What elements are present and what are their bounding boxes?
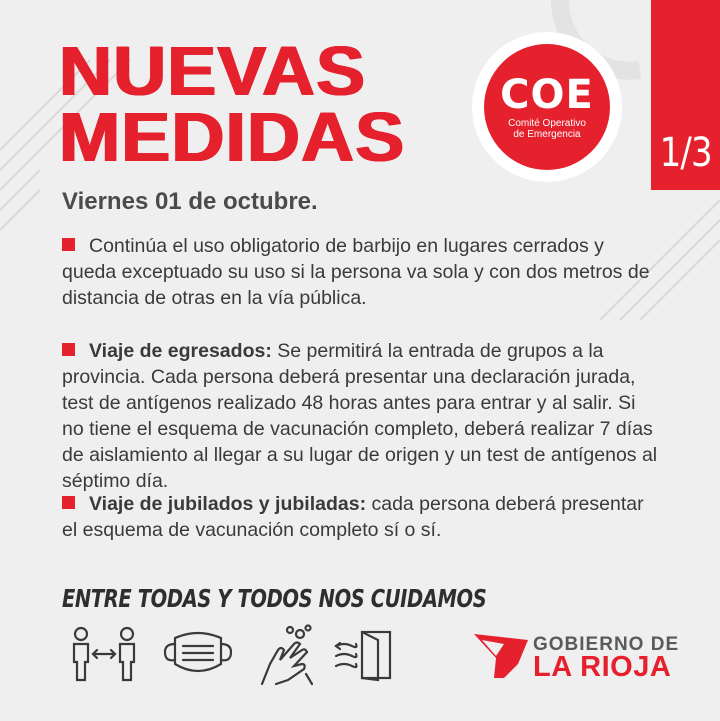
coe-logo-inner bbox=[484, 44, 610, 170]
bullet-text: Continúa el uso obligatorio de barbijo en lugares cerrados y queda exceptuado su uso si la persona va sola y con dos metros de distancia de otras en la vía pública. bbox=[62, 235, 650, 309]
coe-subtitle-line-1: Comité Operativo bbox=[508, 117, 586, 129]
slogan: ENTRE TODAS Y TODOS NOS CUIDAMOS bbox=[62, 584, 487, 613]
page-indicator-label: 1/3 bbox=[659, 130, 712, 176]
government-name-line-2: LA RIOJA bbox=[533, 651, 672, 683]
face-mask-icon bbox=[163, 624, 233, 682]
bullet-text: Se permitirá la entrada de grupos a la provincia. Cada persona deberá presentar una declaración jurada, test de antígenos realizado 48 horas antes para entrar y al salir. Si no tiene el esquema de vacunación completo, deberá realizar 7 días de aislamiento al llegar a su lugar de origen y un test de antígenos al séptimo día. bbox=[62, 340, 658, 492]
bullet-square-icon bbox=[62, 238, 75, 251]
page-indicator bbox=[651, 0, 720, 190]
title-line-2: MEDIDAS bbox=[58, 98, 405, 176]
social-distance-icon bbox=[70, 624, 138, 684]
coe-logo bbox=[472, 32, 622, 182]
government-name-line-1: GOBIERNO DE bbox=[533, 634, 680, 655]
gobierno-la-rioja-logo-icon bbox=[474, 632, 530, 680]
coe-logo-subtitle bbox=[508, 118, 586, 140]
ventilation-icon bbox=[334, 624, 396, 684]
hand-washing-icon bbox=[256, 624, 318, 688]
bullet-text: cada persona deberá presentar el esquema de vacunación completo sí o sí. bbox=[62, 493, 644, 541]
bullet-item-2 bbox=[62, 338, 662, 494]
bullet-square-icon bbox=[62, 343, 75, 356]
bullet-lead: Viaje de jubilados y jubiladas: bbox=[89, 493, 367, 515]
bullet-item-3 bbox=[62, 491, 662, 543]
bullet-item-1 bbox=[62, 233, 662, 311]
page-title bbox=[58, 32, 405, 176]
date-heading: Viernes 01 de octubre. bbox=[62, 188, 318, 215]
coe-logo-title: COE bbox=[500, 71, 594, 118]
title-line-1: NUEVAS bbox=[58, 32, 366, 110]
bullet-square-icon bbox=[62, 496, 75, 509]
bullet-lead: Viaje de egresados: bbox=[89, 340, 272, 362]
coe-subtitle-line-2: de Emergencia bbox=[513, 128, 581, 140]
